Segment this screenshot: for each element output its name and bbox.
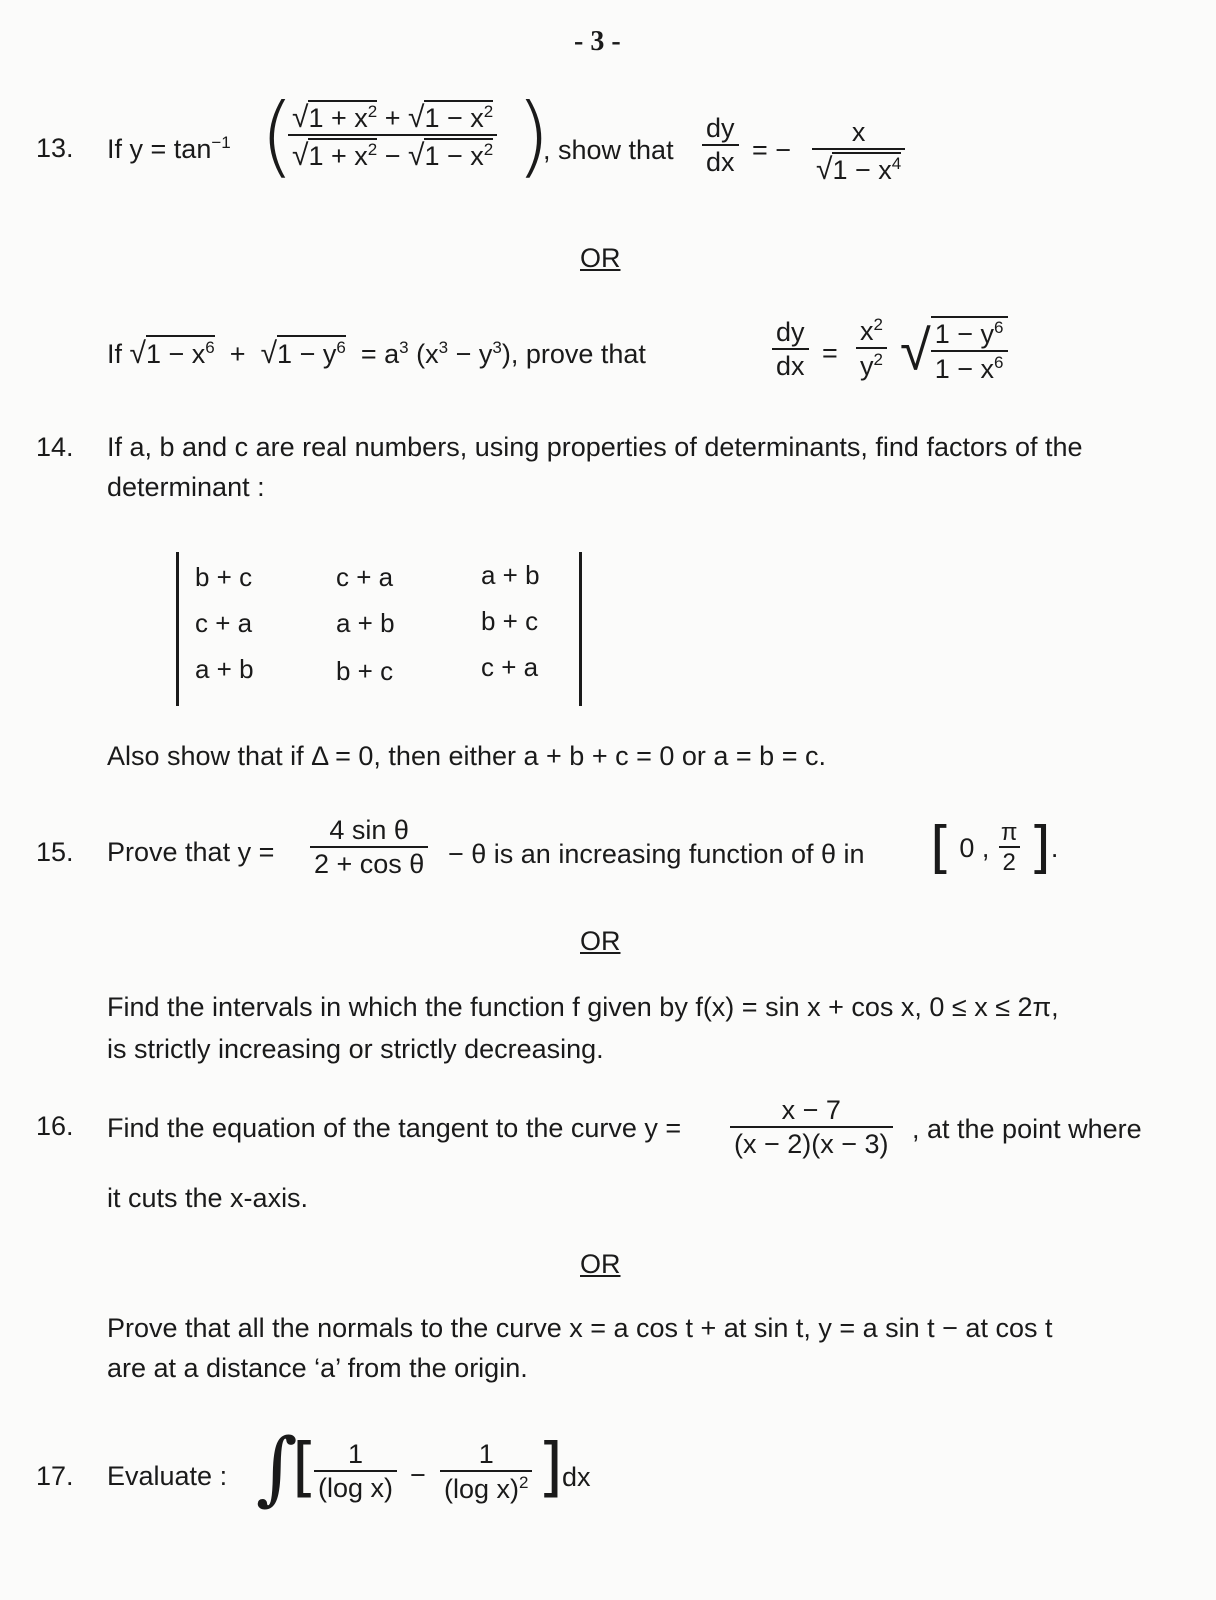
q13-or-sqrt-fraction: √ $\frac{1 - y^6}{1 - x^6}$ [900, 316, 1008, 384]
q14-text-line1: If a, b and c are real numbers, using properties of determinants, find factors of the [107, 432, 1083, 462]
det-cell-2-3: b + c [481, 606, 539, 636]
q14-text-line2: determinant : [107, 472, 265, 502]
q13-y-eq: y = tan [129, 134, 212, 164]
question-15-number: 15. [36, 837, 74, 867]
q16-or-line2: are at a distance ‘a’ from the origin. [107, 1353, 528, 1383]
q13-or-statement: If $√1 - x^6 + √1 - y^6 = a^3$ $(x^3 - y^3)$, prove that [107, 337, 646, 370]
q13-inverse-exponent: −1 [211, 133, 231, 152]
q16-or-line1: Prove that all the normals to the curve x = a cos t + at sin t, y = a sin t − at cos t [107, 1313, 1053, 1343]
q16-fraction: $\frac{x - 7}{(x - 2)(x - 3)}$ [730, 1096, 893, 1159]
or-divider-15: OR [580, 926, 621, 956]
det-cell-3-2: b + c [336, 656, 394, 686]
q15-or-line2: is strictly increasing or strictly decreasing. [107, 1034, 604, 1064]
determinant [176, 552, 582, 706]
question-14-number: 14. [36, 432, 74, 462]
q17-fraction-1: $\frac{1}{\text{(log x)}}$ [314, 1440, 397, 1503]
q13-rhs-fraction: $\frac{x}{√1 - x^4}$ [812, 118, 905, 186]
q14-also-show: Also show that if Δ = 0, then either a + b + c = 0 or a = b = c. [107, 741, 826, 771]
or-divider-16: OR [580, 1249, 621, 1279]
q13-or-derivative: $\frac{dy}{dx}$ [772, 318, 809, 381]
q16-lead: Find the equation of the tangent to the curve y = [107, 1113, 682, 1143]
q17-right-bracket: ] [538, 1431, 563, 1505]
or-divider-13: OR [580, 243, 621, 273]
q13-statement [107, 133, 231, 165]
det-cell-3-3: c + a [481, 652, 539, 682]
q13-derivative: $\frac{dy}{dx}$ [702, 114, 739, 177]
q17-left-bracket: [ [292, 1431, 317, 1505]
question-17-number: 17. [36, 1461, 74, 1491]
page-number: - 3 - [574, 26, 621, 57]
q17-lead: Evaluate : [107, 1461, 228, 1491]
question-13-number: 13. [36, 133, 74, 163]
q13-or-x2-over-y2: $\frac{x^2}{y^2}$ [856, 316, 887, 381]
q17-dx: dx [562, 1462, 591, 1492]
q15-fraction: $\frac{\text{4 sin θ}}{\text{2 + cos θ}}$ [310, 816, 428, 879]
det-cell-1-1: b + c [195, 562, 253, 592]
q15-interval: [ 0 , $\frac{\pi}{2}$ ]. [930, 815, 1059, 881]
q15-tail: − θ is an increasing function of θ in [448, 839, 865, 869]
q13-show-that: , show that [543, 135, 674, 165]
q13-fraction-numerator: $√1 + x^2 + √1 - x^2$ [292, 101, 494, 134]
integral-sign: ∫ [256, 1421, 298, 1514]
q17-fraction-2: $\frac{1}{(\log x)^2}$ [440, 1440, 532, 1504]
det-cell-3-1: a + b [195, 654, 254, 684]
q15-or-line1: Find the intervals in which the function f given by f(x) = sin x + cos x, 0 ≤ x ≤ 2π, [107, 992, 1059, 1022]
question-16-number: 16. [36, 1111, 74, 1141]
det-cell-2-2: a + b [336, 608, 395, 638]
q13-right-paren: ) [516, 84, 551, 187]
q13-lead: If [107, 134, 123, 164]
det-cell-1-3: a + b [481, 560, 540, 590]
q13-fraction-denominator: $√1 + x^2 - √1 - x^2$ [288, 134, 497, 172]
q13-or-equals: = [822, 338, 838, 368]
q13-left-paren: ( [260, 84, 295, 187]
q15-lead: Prove that y = [107, 837, 275, 867]
q17-minus: − [410, 1460, 426, 1490]
q16-tail: , at the point where [912, 1114, 1142, 1144]
det-cell-1-2: c + a [336, 562, 394, 592]
q13-big-fraction [288, 100, 497, 172]
q16-line2: it cuts the x-axis. [107, 1183, 309, 1213]
det-cell-2-1: c + a [195, 608, 253, 638]
q13-equals-minus: = − [752, 135, 792, 165]
